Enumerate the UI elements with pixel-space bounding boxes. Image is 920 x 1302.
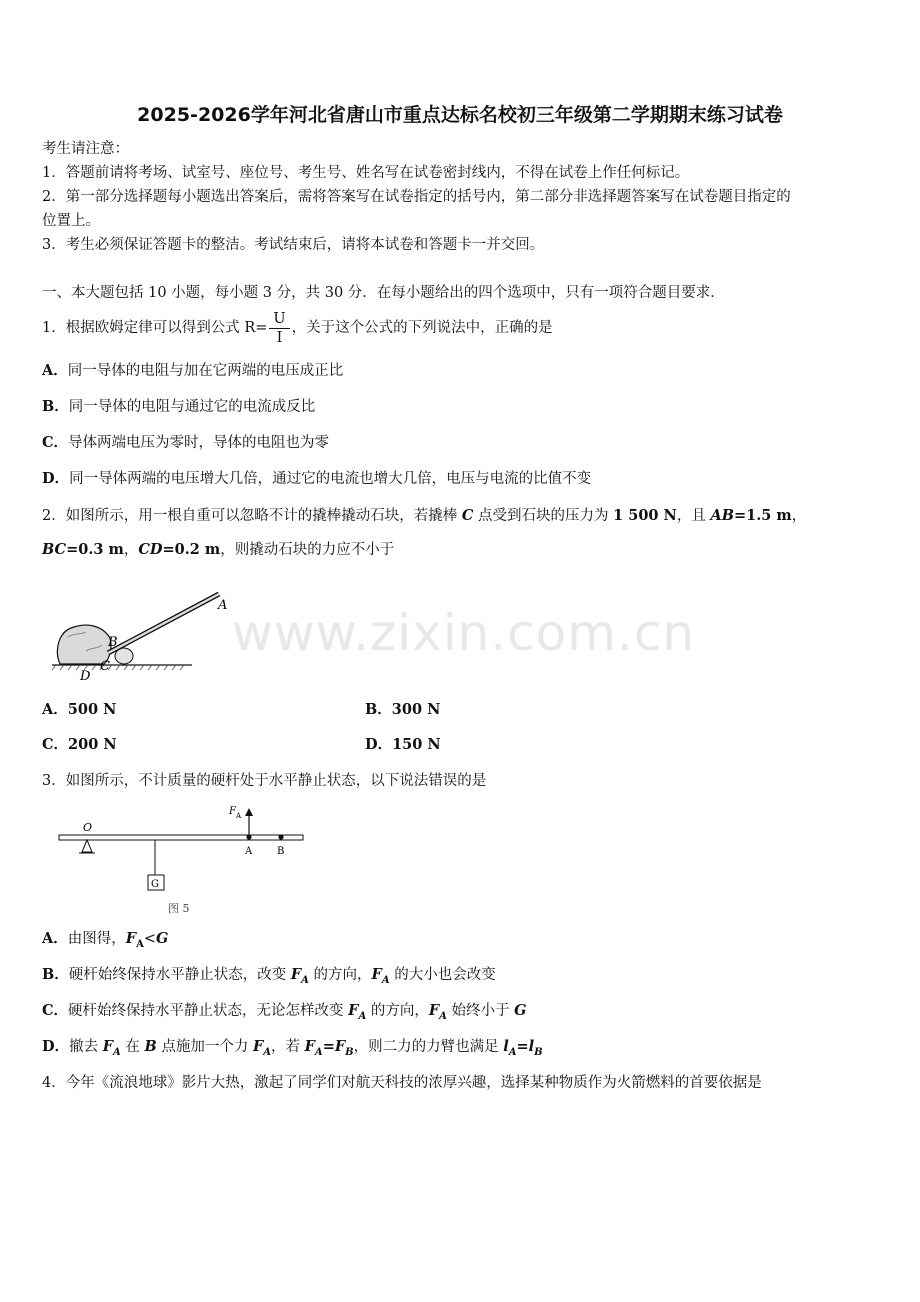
figure-label-d: D — [80, 669, 91, 683]
notice-item: 1．答题前请将考场、试室号、座位号、考生号、姓名写在试卷密封线内，不得在试卷上作任何标记。 — [42, 165, 690, 181]
formula-fraction — [269, 310, 289, 347]
figure-label-c: C — [100, 659, 110, 674]
question-1-stem — [42, 309, 553, 347]
fraction-numerator: U — [269, 310, 289, 329]
q1-option-c: C．导体两端电压为零时，导体的电阻也为零 — [42, 434, 330, 451]
q1-option-d: D．同一导体两端的电压增大几倍，通过它的电流也增大几倍，电压与电流的比值不变 — [42, 470, 592, 487]
q3-option-d: D．撤去 $F_A$ 在 B 点施加一个力 $F_A$，若 $F_A=F_B$，则二力的力臂也满足 $l_A=l_B$ — [42, 1038, 543, 1058]
question-4-stem: 4．今年《流浪地球》影片大热，激起了同学们对航天科技的浓厚兴趣，选择某种物质作为火箭燃料的首要依据是 — [42, 1075, 762, 1091]
figure-label-a: A — [218, 598, 228, 613]
q1-option-a: A．同一导体的电阻与加在它两端的电压成正比 — [42, 362, 344, 379]
force-label-fa: F — [229, 806, 236, 817]
q3-option-c: C．硬杆始终保持水平静止状态，无论怎样改变 $F_A$ 的方向，$F_A$ 始终小于 G — [42, 1002, 527, 1022]
q3-option-b: B．硬杆始终保持水平静止状态，改变 $F_A$ 的方向，$F_A$ 的大小也会改变 — [42, 966, 496, 986]
question-2-stem-cont: BC=0.3 m，CD=0.2 m，则撬动石块的力应不小于 — [42, 541, 395, 558]
q2-option-c: C．200 N — [42, 736, 117, 753]
page-title: 2025-2026学年河北省唐山市重点达标名校初三年级第二学期期末练习试卷 — [137, 104, 783, 126]
lever-figure — [55, 798, 315, 918]
force-label-fa-sub: A — [236, 812, 242, 820]
q1-stem-text: 1．根据欧姆定律可以得到公式 R= — [42, 320, 268, 336]
crowbar-figure — [46, 585, 246, 683]
fraction-denominator: I — [276, 329, 283, 346]
question-2-stem: 2．如图所示，用一根自重可以忽略不计的撬棒撬动石块，若撬棒 C 点受到石块的压力为 1 500 N，且 AB=1.5 m， — [42, 507, 807, 524]
q3-option-a: A．由图得，$F_A<G$ — [42, 930, 169, 950]
pivot-label-o: O — [83, 821, 93, 834]
q2-option-d: D．150 N — [365, 736, 441, 753]
point-label-a: A — [245, 846, 253, 857]
notice-item: 3．考生必须保证答题卡的整洁。考试结束后，请将本试卷和答题卡一并交回。 — [42, 237, 545, 253]
q2-option-a: A．500 N — [42, 701, 117, 718]
figure-label-b: B — [108, 635, 118, 650]
section-heading: 一、本大题包括 10 小题，每小题 3 分，共 30 分．在每小题给出的四个选项中，只有一项符合题目要求． — [42, 285, 725, 301]
watermark: www.zixin.com.cn — [232, 604, 696, 662]
question-3-stem: 3．如图所示，不计质量的硬杆处于水平静止状态，以下说法错误的是 — [42, 773, 487, 789]
q1-option-b: B．同一导体的电阻与通过它的电流成反比 — [42, 398, 316, 415]
notice-heading: 考生请注意： — [42, 141, 129, 157]
figure-caption: 图 5 — [168, 902, 190, 915]
weight-label-g: G — [151, 879, 159, 890]
q1-stem-text: ，关于这个公式的下列说法中，正确的是 — [291, 320, 553, 336]
notice-item: 位置上。 — [42, 213, 100, 229]
point-label-b: B — [277, 846, 285, 857]
notice-item: 2．第一部分选择题每小题选出答案后，需将答案写在试卷指定的括号内，第二部分非选择题答案写在试卷题目指定的 — [42, 189, 791, 205]
q2-option-b: B．300 N — [365, 701, 441, 718]
